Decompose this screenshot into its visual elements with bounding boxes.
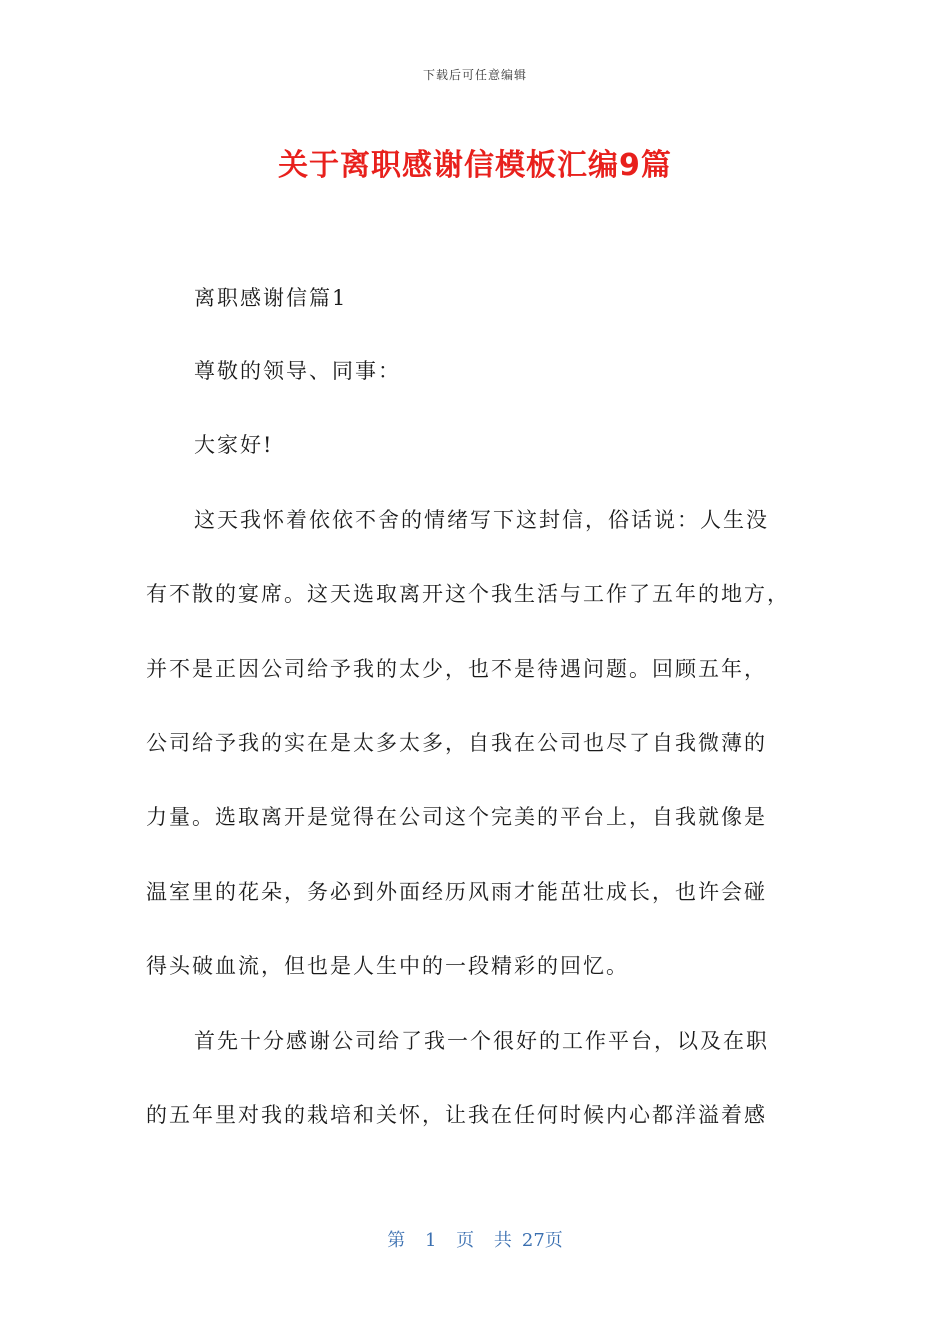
paragraph-line: 的五年里对我的栽培和关怀，让我在任何时候内心都洋溢着感 [146, 1103, 767, 1127]
paragraph-line: 首先十分感谢公司给了我一个很好的工作平台，以及在职 [194, 1029, 769, 1053]
section-heading: 离职感谢信篇1 [194, 286, 348, 310]
paragraph-line: 并不是正因公司给予我的太少，也不是待遇问题。回顾五年， [146, 657, 767, 681]
paragraph-line: 有不散的宴席。这天选取离开这个我生活与工作了五年的地方， [146, 582, 790, 606]
footer-current-page: 1 [424, 1230, 437, 1251]
footer-mid: 页 [456, 1230, 475, 1251]
page-footer [0, 1226, 950, 1252]
salutation: 尊敬的领导、同事： [194, 359, 401, 383]
paragraph-line: 公司给予我的实在是太多太多，自我在公司也尽了自我微薄的 [146, 731, 767, 755]
document-title: 关于离职感谢信模板汇编9篇 [278, 148, 672, 183]
header-note: 下载后可任意编辑 [422, 68, 527, 82]
footer-total-pages: 27页 [521, 1230, 563, 1251]
greeting: 大家好! [194, 433, 274, 457]
paragraph-line: 温室里的花朵，务必到外面经历风雨才能茁壮成长，也许会碰 [146, 880, 767, 904]
paragraph-line: 这天我怀着依依不舍的情绪写下这封信，俗话说：人生没 [194, 508, 769, 532]
paragraph-line: 得头破血流，但也是人生中的一段精彩的回忆。 [146, 954, 629, 978]
paragraph-line: 力量。选取离开是觉得在公司这个完美的平台上，自我就像是 [146, 805, 767, 829]
footer-total-label: 共 [493, 1230, 512, 1251]
footer-prefix: 第 [387, 1230, 406, 1251]
